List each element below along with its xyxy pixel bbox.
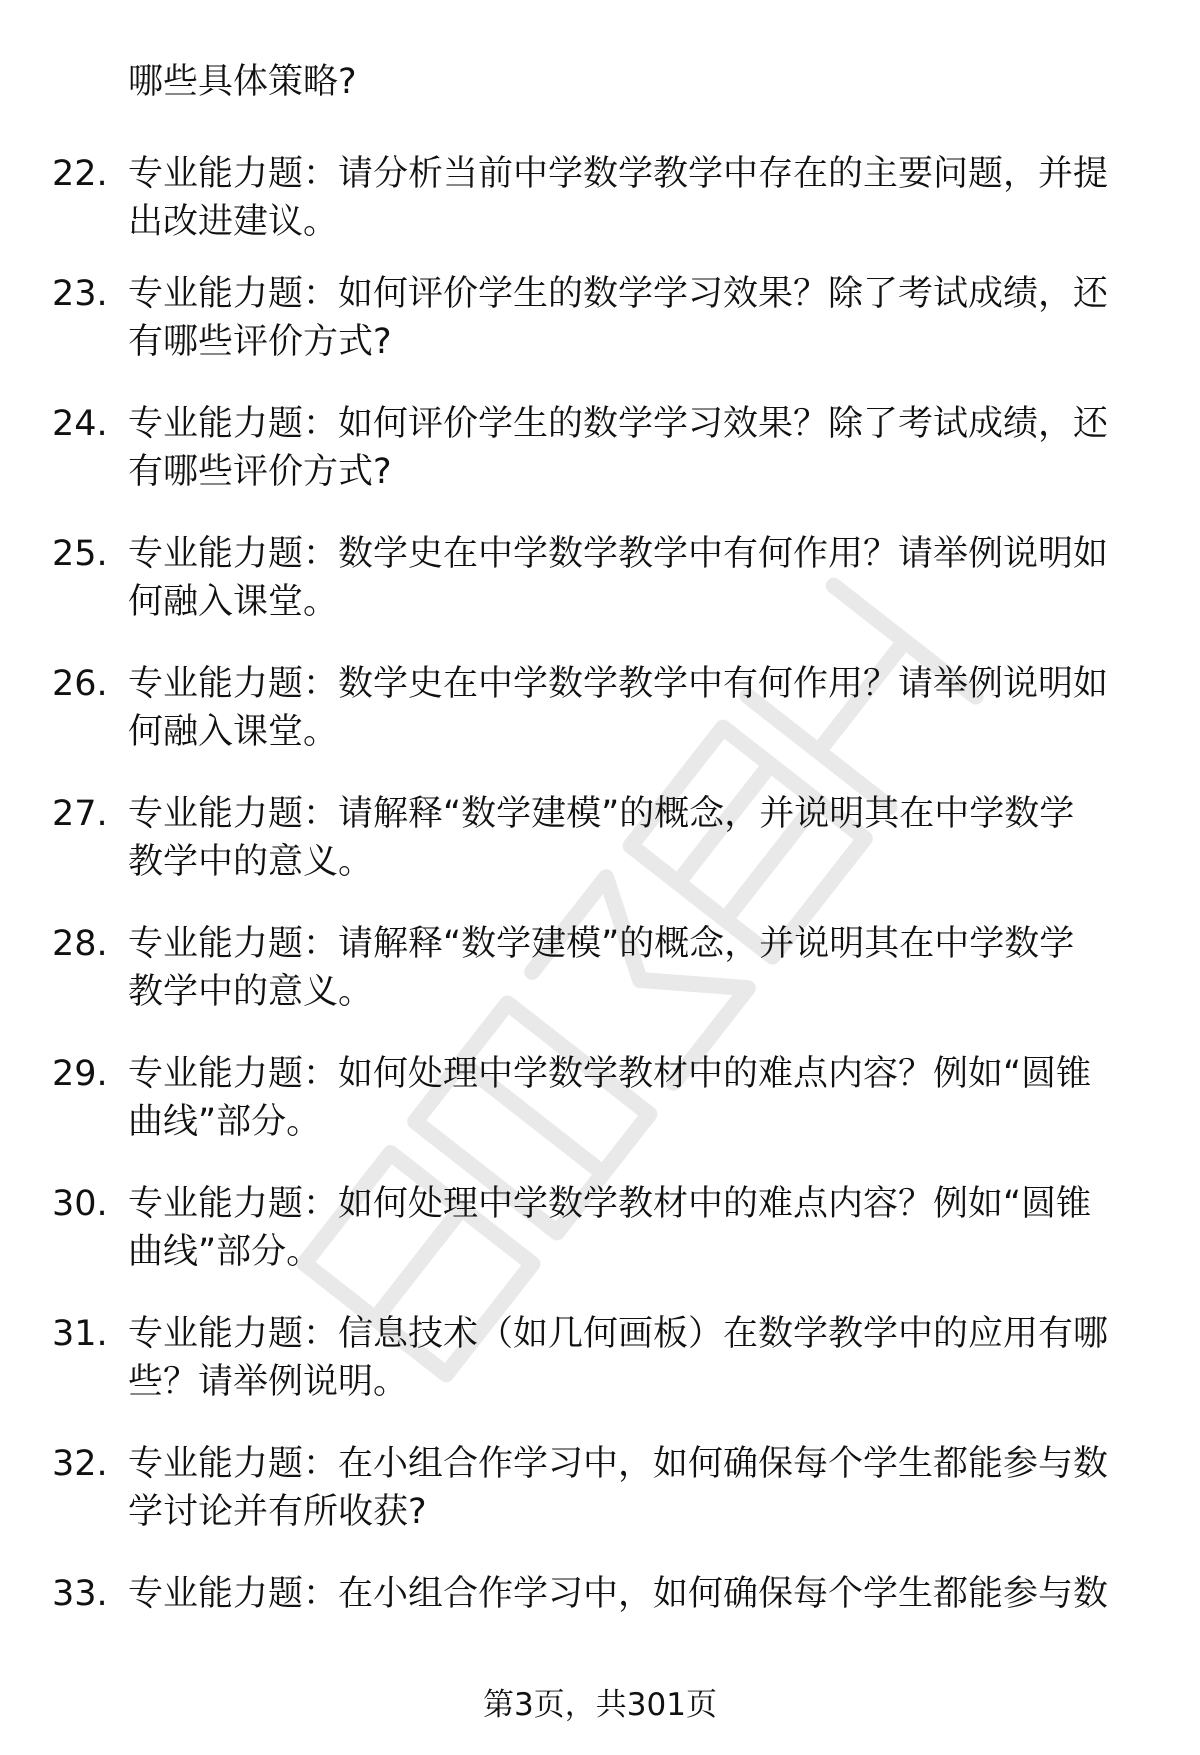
question-text-line: 些？请举例说明。 <box>128 1362 409 1402</box>
question-number: 33. <box>52 1574 108 1614</box>
question-number: 23. <box>52 274 108 314</box>
question-item <box>0 1440 1200 1540</box>
question-number: 22. <box>52 154 108 194</box>
question-number: 32. <box>52 1444 108 1484</box>
question-number: 30. <box>52 1184 108 1224</box>
question-item <box>0 790 1200 890</box>
question-text-line: 曲线”部分。 <box>128 1232 322 1272</box>
continuation-text: 哪些具体策略? <box>128 62 357 102</box>
question-text-line: 有哪些评价方式? <box>128 322 392 362</box>
question-number: 31. <box>52 1314 108 1354</box>
question-text-line: 学讨论并有所收获? <box>128 1492 427 1532</box>
question-text-line: 教学中的意义。 <box>128 842 374 882</box>
question-number: 29. <box>52 1054 108 1094</box>
question-text-line: 专业能力题：请解释“数学建模”的概念，并说明其在中学数学 <box>128 794 1075 834</box>
question-text-line: 专业能力题：数学史在中学数学教学中有何作用？请举例说明如 <box>128 534 1109 574</box>
question-number: 25. <box>52 534 108 574</box>
question-item <box>0 660 1200 760</box>
question-item <box>0 270 1200 370</box>
question-text-line: 曲线”部分。 <box>128 1102 322 1142</box>
question-item <box>0 1180 1200 1280</box>
question-text-line: 专业能力题：如何评价学生的数学学习效果？除了考试成绩，还 <box>128 274 1109 314</box>
question-text-line: 何融入课堂。 <box>128 582 339 622</box>
question-text-line: 教学中的意义。 <box>128 972 374 1012</box>
page-number-footer: 第3页，共301页 <box>483 1687 717 1723</box>
question-text-line: 出改进建议。 <box>128 202 339 242</box>
question-item <box>0 1570 1200 1670</box>
question-text-line: 专业能力题：如何评价学生的数学学习效果？除了考试成绩，还 <box>128 404 1109 444</box>
question-text-line: 专业能力题：在小组合作学习中，如何确保每个学生都能参与数 <box>128 1444 1109 1484</box>
question-text-line: 专业能力题：信息技术（如几何画板）在数学教学中的应用有哪 <box>128 1314 1109 1354</box>
question-text-line: 专业能力题：请解释“数学建模”的概念，并说明其在中学数学 <box>128 924 1075 964</box>
question-item <box>0 150 1200 250</box>
question-text-line: 何融入课堂。 <box>128 712 339 752</box>
question-text-line: 专业能力题：如何处理中学数学教材中的难点内容？例如“圆锥 <box>128 1054 1092 1094</box>
question-text-line: 有哪些评价方式? <box>128 452 392 492</box>
question-item <box>0 920 1200 1020</box>
question-item <box>0 1050 1200 1150</box>
question-item <box>0 1310 1200 1410</box>
question-item <box>0 400 1200 500</box>
question-text-line: 专业能力题：如何处理中学数学教材中的难点内容？例如“圆锥 <box>128 1184 1092 1224</box>
question-number: 24. <box>52 404 108 444</box>
question-number: 28. <box>52 924 108 964</box>
question-number: 26. <box>52 664 108 704</box>
question-text-line: 专业能力题：数学史在中学数学教学中有何作用？请举例说明如 <box>128 664 1109 704</box>
question-number: 27. <box>52 794 108 834</box>
question-text-line: 专业能力题：请分析当前中学数学教学中存在的主要问题，并提 <box>128 154 1109 194</box>
question-item <box>0 530 1200 630</box>
question-text-line: 专业能力题：在小组合作学习中，如何确保每个学生都能参与数 <box>128 1574 1109 1614</box>
